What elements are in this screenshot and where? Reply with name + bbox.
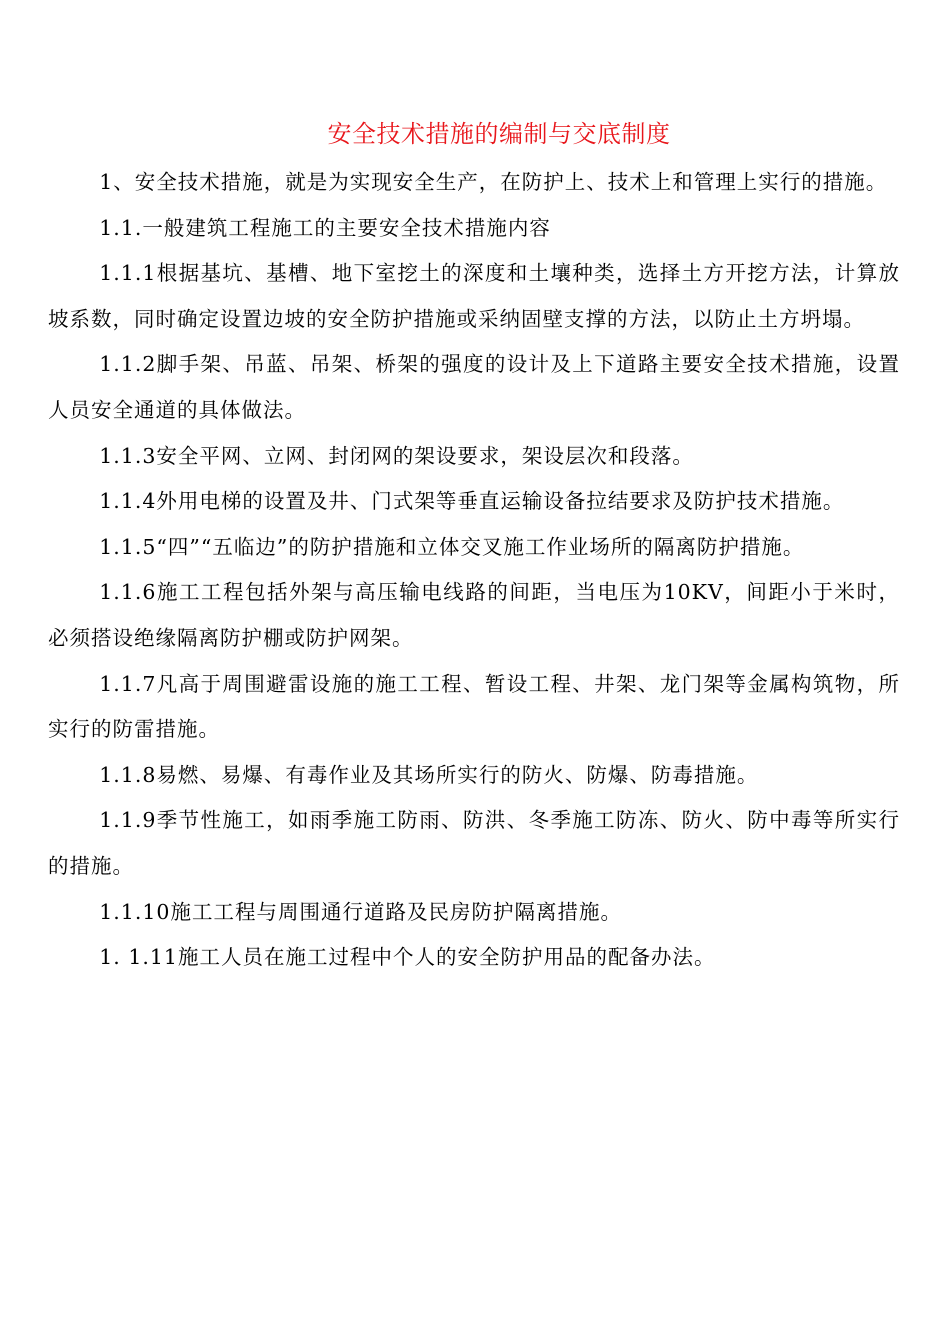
paragraph-1-1-7: 1.1.7凡高于周围避雷设施的施工工程、暂设工程、井架、龙门架等金属构筑物，所实行的防雷措施。 <box>48 671 900 742</box>
paragraph-1-1-10: 1.1.10施工工程与周围通行道路及民房防护隔离措施。 <box>99 899 622 924</box>
document-title: 安全技术措施的编制与交底制度 <box>327 120 671 148</box>
paragraph-1-1-11: 1. 1.11施工人员在施工过程中个人的安全防护用品的配备办法。 <box>99 945 716 970</box>
document-body <box>48 160 900 981</box>
paragraph-1-1-2: 1.1.2脚手架、吊蓝、吊架、桥架的强度的设计及上下道路主要安全技术措施，设置人员安全通道的具体做法。 <box>48 352 900 422</box>
paragraph-1-1-3: 1.1.3安全平网、立网、封闭网的架设要求，架设层次和段落。 <box>99 443 694 468</box>
paragraph-1-1-4: 1.1.4外用电梯的设置及井、门式架等垂直运输设备拉结要求及防护技术措施。 <box>99 489 845 514</box>
paragraph-1-1: 1.1.一般建筑工程施工的主要安全技术措施内容 <box>99 215 551 240</box>
paragraph-1-1-8: 1.1.8易燃、易爆、有毒作业及其场所实行的防火、防爆、防毒措施。 <box>99 762 759 787</box>
paragraph-1: 1、安全技术措施，就是为实现安全生产，在防护上、技术上和管理上实行的措施。 <box>99 170 888 194</box>
paragraph-1-1-6: 1.1.6施工工程包括外架与高压输电线路的间距，当电压为10KV，间距小于米时，必须搭设绝缘隔离防护棚或防护网架。 <box>48 580 900 650</box>
paragraph-1-1-5: 1.1.5“四”“五临边”的防护措施和立体交叉施工作业场所的隔离防护措施。 <box>99 534 805 559</box>
paragraph-1-1-1: 1.1.1根据基坑、基槽、地下室挖土的深度和土壤种类，选择土方开挖方法，计算放坡系数，同时确定设置边坡的安全防护措施或采纳固壁支撑的方法，以防止土方坍塌。 <box>48 261 900 331</box>
paragraph-1-1-9: 1.1.9季节性施工，如雨季施工防雨、防洪、冬季施工防冻、防火、防中毒等所实行的措施。 <box>48 808 900 878</box>
